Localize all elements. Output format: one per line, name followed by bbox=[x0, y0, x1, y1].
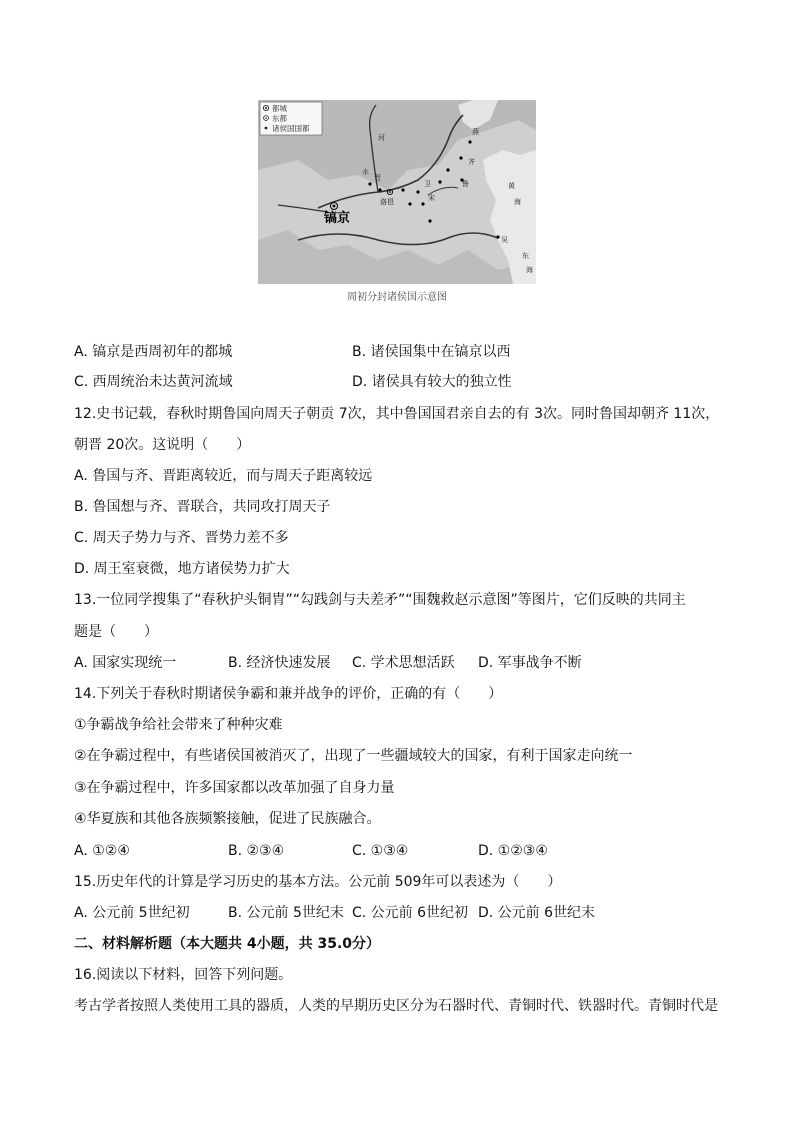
legend-east-capital: 东都 bbox=[272, 114, 287, 123]
q11-option-b[interactable]: B. 诸侯国集中在镐京以西 bbox=[352, 344, 511, 360]
q11-option-a[interactable]: A. 镐京是西周初年的都城 bbox=[74, 344, 233, 360]
label-yellow-sea-1: 黄 bbox=[508, 182, 515, 190]
q12-option-a[interactable]: A. 鲁国与齐、晋距离较近，而与周天子距离较远 bbox=[74, 468, 373, 484]
zhou-fief-map bbox=[258, 100, 536, 284]
q15-stem: 15.历史年代的计算是学习历史的基本方法。公元前 509年可以表述为（ ） bbox=[74, 874, 562, 890]
q12-stem-line2: 朝晋 20次。这说明（ ） bbox=[74, 437, 251, 453]
label-river-shui: 水 bbox=[362, 168, 369, 176]
label-east-sea-1: 东 bbox=[522, 252, 529, 260]
q11-option-d[interactable]: D. 诸侯具有较大的独立性 bbox=[352, 374, 512, 390]
label-yan: 燕 bbox=[472, 128, 479, 136]
q15-option-c[interactable]: C. 公元前 6世纪初 bbox=[352, 905, 469, 921]
q13-stem-line1: 13.一位同学搜集了“春秋护头铜胄”“勾践剑与夫差矛”“围魏救赵示意图”等图片，它们反映的共同主 bbox=[74, 592, 686, 608]
label-wu: 吴 bbox=[501, 236, 508, 244]
q14-item-3: ③在争霸过程中，许多国家都以改革加强了自身力量 bbox=[74, 780, 395, 796]
capital-label: 镐京 bbox=[324, 211, 351, 226]
q13-option-a[interactable]: A. 国家实现统一 bbox=[74, 655, 177, 671]
label-qi: 齐 bbox=[468, 158, 475, 166]
q12-stem-line1: 12.史书记载，春秋时期鲁国向周天子朝贡 7次，其中鲁国国君亲自去的有 3次。同时鲁国却朝齐 11次， bbox=[74, 406, 720, 422]
q13-option-b[interactable]: B. 经济快速发展 bbox=[228, 655, 331, 671]
q12-option-d[interactable]: D. 周王室衰微，地方诸侯势力扩大 bbox=[74, 561, 290, 577]
q14-item-4: ④华夏族和其他各族频繁接触，促进了民族融合。 bbox=[74, 811, 381, 827]
label-lu: 鲁 bbox=[462, 180, 469, 188]
q13-option-d[interactable]: D. 军事战争不断 bbox=[478, 655, 582, 671]
q14-option-a[interactable]: A. ①②④ bbox=[74, 843, 130, 859]
q14-option-b[interactable]: B. ②③④ bbox=[228, 843, 285, 859]
legend-capital: 都城 bbox=[272, 104, 287, 113]
map-caption: 周初分封诸侯国示意图 bbox=[347, 292, 447, 303]
q14-option-d[interactable]: D. ①②③④ bbox=[478, 843, 548, 859]
luoyi-label: 洛邑 bbox=[380, 198, 394, 206]
label-wei: 卫 bbox=[424, 180, 431, 188]
label-yellow-sea-2: 海 bbox=[514, 198, 521, 206]
q15-option-d[interactable]: D. 公元前 6世纪末 bbox=[478, 905, 596, 921]
q16-material-text: 考古学者按照人类使用工具的器质，人类的早期历史区分为石器时代、青铜时代、铁器时代。青铜时代是 bbox=[74, 998, 718, 1014]
q14-option-c[interactable]: C. ①③④ bbox=[352, 843, 409, 859]
q11-option-c[interactable]: C. 西周统治未达黄河流域 bbox=[74, 374, 233, 390]
q15-option-b[interactable]: B. 公元前 5世纪末 bbox=[228, 905, 344, 921]
label-song: 宋 bbox=[428, 194, 435, 202]
q14-item-2: ②在争霸过程中，有些诸侯国被消灭了，出现了一些疆域较大的国家，有利于国家走向统一 bbox=[74, 748, 633, 764]
q14-stem: 14.下列关于春秋时期诸侯争霸和兼并战争的评价，正确的有（ ） bbox=[74, 686, 503, 702]
q15-option-a[interactable]: A. 公元前 5世纪初 bbox=[74, 905, 190, 921]
label-east-sea-2: 海 bbox=[526, 266, 533, 274]
q16-stem: 16.阅读以下材料，回答下列问题。 bbox=[74, 967, 293, 983]
section-2-heading: 二、材料解析题（本大题共 4小题，共 35.0分） bbox=[74, 936, 381, 952]
legend-vassal-capital: 诸侯国国都 bbox=[272, 124, 310, 133]
q14-item-1: ①争霸战争给社会带来了种种灾难 bbox=[74, 717, 283, 733]
label-jin: 晋 bbox=[374, 174, 381, 182]
q13-stem-line2: 题是（ ） bbox=[74, 624, 158, 640]
label-river-he: 河 bbox=[378, 134, 385, 142]
q12-option-b[interactable]: B. 鲁国想与齐、晋联合，共同攻打周天子 bbox=[74, 499, 331, 515]
q13-option-c[interactable]: C. 学术思想活跃 bbox=[352, 655, 455, 671]
q12-option-c[interactable]: C. 周天子势力与齐、晋势力差不多 bbox=[74, 530, 289, 546]
